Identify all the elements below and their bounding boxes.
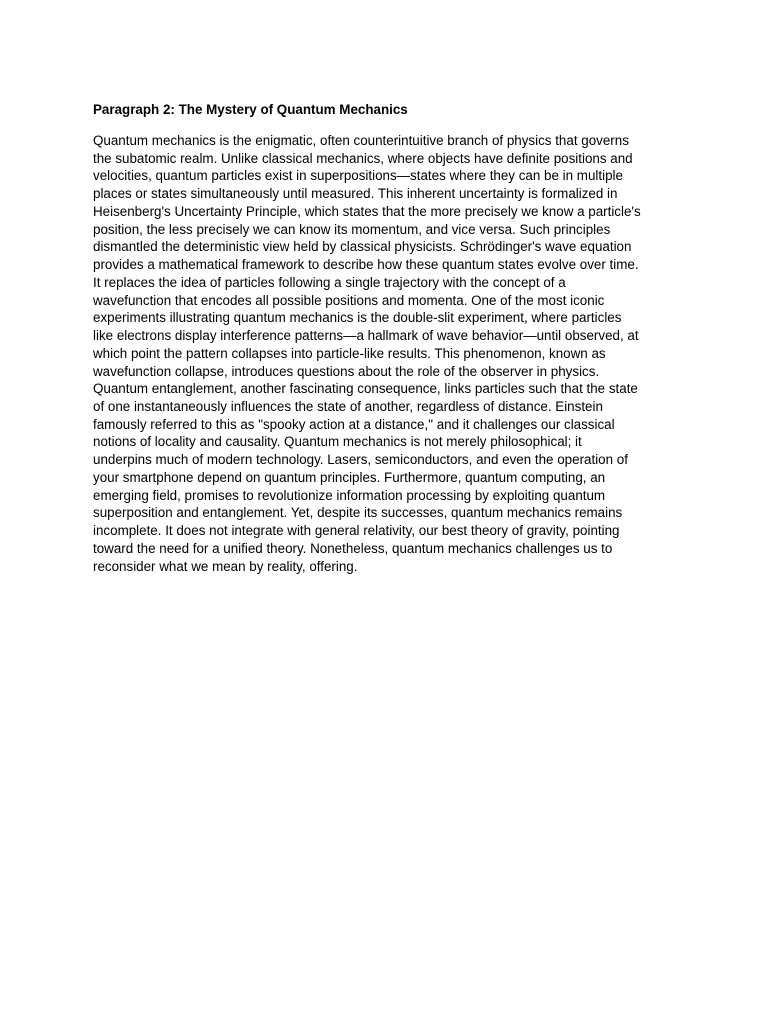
body-line: notions of locality and causality. Quantum mechanics is not merely philosophical; it <box>93 434 582 450</box>
body-line: superposition and entanglement. Yet, despite its successes, quantum mechanics remains <box>93 505 623 521</box>
body-line: Heisenberg's Uncertainty Principle, which states that the more precisely we know a particle's <box>93 203 641 219</box>
body-line: toward the need for a unified theory. Nonetheless, quantum mechanics challenges us to <box>93 540 613 556</box>
body-line: which point the pattern collapses into particle-like results. This phenomenon, known as <box>93 345 606 361</box>
body-line: underpins much of modern technology. Lasers, semiconductors, and even the operation of <box>93 452 628 468</box>
body-line: Quantum mechanics is the enigmatic, often counterintuitive branch of physics that governs <box>93 133 629 148</box>
body-line: your smartphone depend on quantum principles. Furthermore, quantum computing, an <box>93 469 606 485</box>
body-line: It replaces the idea of particles following a single trajectory with the concept of a <box>93 274 566 290</box>
body-line: provides a mathematical framework to describe how these quantum states evolve over time. <box>93 257 639 273</box>
body-line: like electrons display interference patterns—a hallmark of wave behavior—until observed, at <box>93 328 639 344</box>
body-line: experiments illustrating quantum mechanics is the double-slit experiment, where particles <box>93 310 622 326</box>
body-line: emerging field, promises to revolutionize information processing by exploiting quantum <box>93 487 606 503</box>
paragraph-body <box>93 132 683 575</box>
body-line: the subatomic realm. Unlike classical mechanics, where objects have definite positions and <box>93 150 633 166</box>
body-line: incomplete. It does not integrate with general relativity, our best theory of gravity, pointing <box>93 523 620 539</box>
paragraph-heading: Paragraph 2: The Mystery of Quantum Mechanics <box>93 102 408 117</box>
body-line: dismantled the deterministic view held by classical physicists. Schrödinger's wave equation <box>93 239 632 255</box>
body-line: position, the less precisely we can know its momentum, and vice versa. Such principles <box>93 221 611 237</box>
body-line: velocities, quantum particles exist in superpositions—states where they can be in multiple <box>93 168 623 184</box>
body-line: of one instantaneously influences the state of another, regardless of distance. Einstein <box>93 399 603 415</box>
body-line: wavefunction collapse, introduces questions about the role of the observer in physics. <box>93 363 600 379</box>
body-line: reconsider what we mean by reality, offering. <box>93 558 358 574</box>
document-content <box>93 100 683 575</box>
body-line: places or states simultaneously until measured. This inherent uncertainty is formalized in <box>93 186 618 202</box>
body-line: wavefunction that encodes all possible positions and momenta. One of the most iconic <box>93 292 605 308</box>
body-line: famously referred to this as "spooky action at a distance," and it challenges our classical <box>93 416 615 432</box>
body-line: Quantum entanglement, another fascinating consequence, links particles such that the state <box>93 381 638 397</box>
